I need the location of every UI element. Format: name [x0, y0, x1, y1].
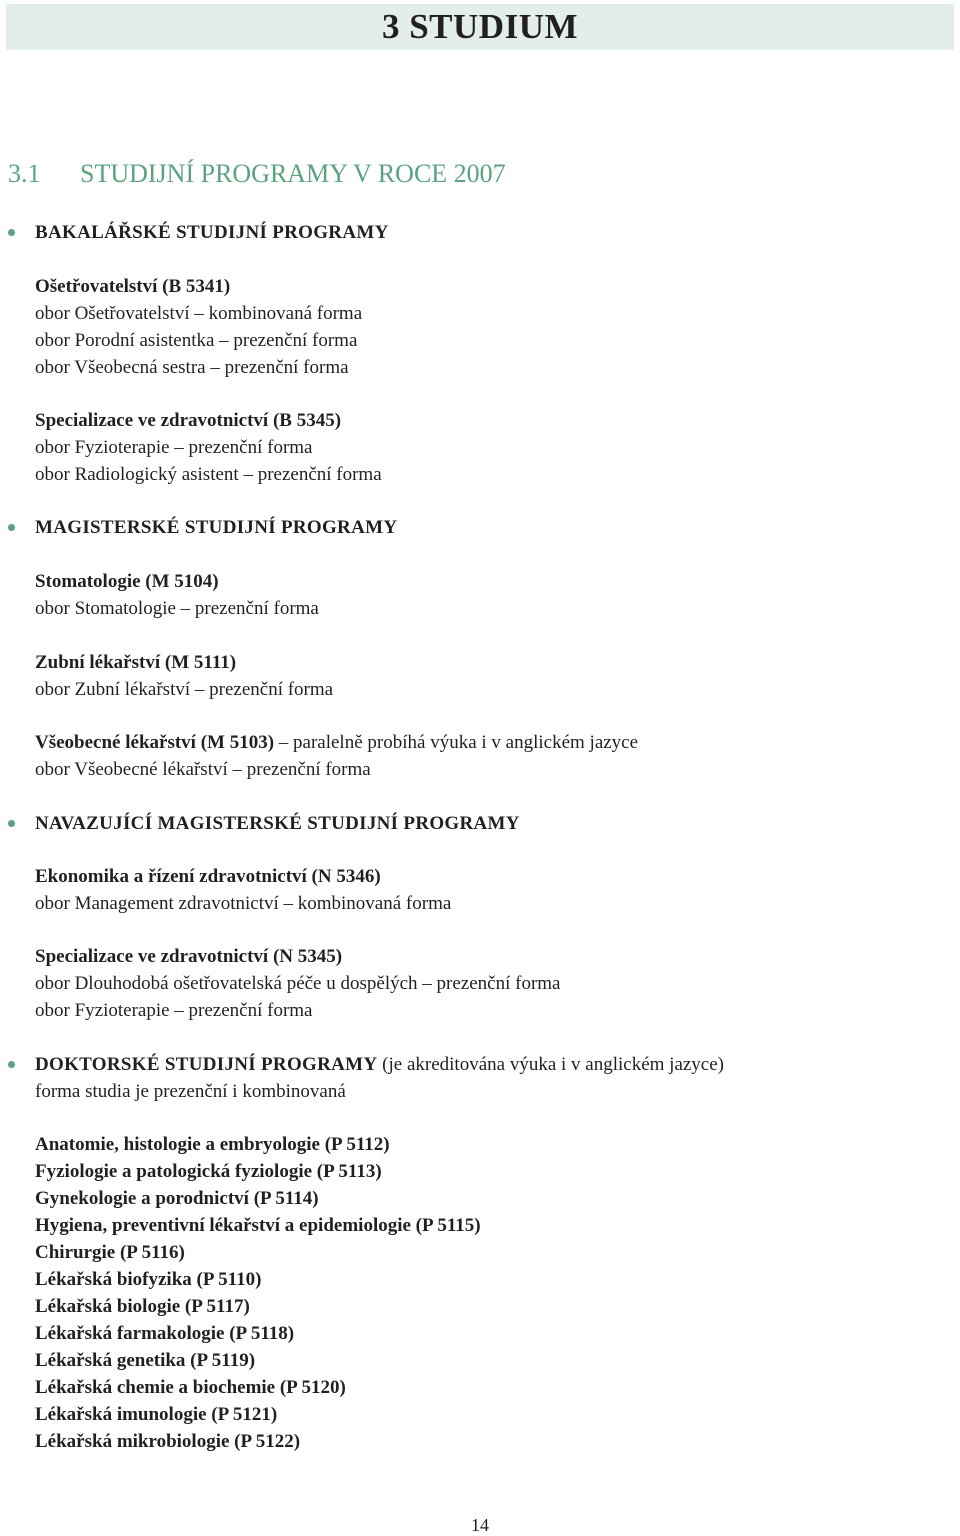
doctoral-heading: DOKTORSKÉ STUDIJNÍ PROGRAMY: [35, 1054, 378, 1075]
bullet-icon: [8, 820, 15, 827]
doctoral-program: Lékařská chemie a biochemie (P 5120): [35, 1377, 346, 1398]
bullet-icon: [8, 229, 15, 236]
program-note: – paralelně probíhá výuka i v anglickém jazyce: [274, 732, 639, 753]
doctoral-program: Hygiena, preventivní lékařství a epidemiologie (P 5115): [35, 1215, 481, 1236]
program-field: obor Zubní lékařství – prezenční forma: [35, 679, 334, 700]
program-name: Specializace ve zdravotnictví (N 5345): [35, 946, 343, 967]
bullet-icon: [8, 1061, 15, 1068]
doctoral-program: Lékařská biologie (P 5117): [35, 1296, 250, 1317]
program-name: Všeobecné lékařství (M 5103): [35, 732, 275, 753]
doctoral-program: Lékařská imunologie (P 5121): [35, 1404, 278, 1425]
section-number: 3.1: [8, 159, 41, 188]
program-name-with-note: [35, 731, 638, 755]
doctoral-note: (je akreditována výuka i v anglickém jazyce): [377, 1054, 724, 1075]
section-title: [8, 156, 506, 192]
doctoral-program: Lékařská mikrobiologie (P 5122): [35, 1431, 301, 1452]
doctoral-program: Lékařská biofyzika (P 5110): [35, 1269, 262, 1290]
program-field: obor Fyzioterapie – prezenční forma: [35, 437, 313, 458]
bachelor-heading: BAKALÁŘSKÉ STUDIJNÍ PROGRAMY: [35, 222, 389, 243]
master-heading: MAGISTERSKÉ STUDIJNÍ PROGRAMY: [35, 517, 398, 538]
doctoral-program: Anatomie, histologie a embryologie (P 5112): [35, 1134, 390, 1155]
program-name: Specializace ve zdravotnictví (B 5345): [35, 410, 342, 431]
program-field: obor Stomatologie – prezenční forma: [35, 598, 319, 619]
chapter-title: 3 STUDIUM: [381, 7, 579, 46]
section-title-text: STUDIJNÍ PROGRAMY V ROCE 2007: [80, 159, 506, 188]
program-field: obor Fyzioterapie – prezenční forma: [35, 1000, 313, 1021]
follow-up-heading: NAVAZUJÍCÍ MAGISTERSKÉ STUDIJNÍ PROGRAMY: [35, 813, 520, 834]
page-number: 14: [471, 1515, 489, 1535]
doctoral-form: forma studia je prezenční i kombinovaná: [35, 1081, 346, 1102]
program-name: Stomatologie (M 5104): [35, 571, 219, 592]
doctoral-program: Chirurgie (P 5116): [35, 1242, 185, 1263]
program-field: obor Všeobecná sestra – prezenční forma: [35, 357, 349, 378]
program-field: obor Porodní asistentka – prezenční forma: [35, 330, 358, 351]
program-field: obor Radiologický asistent – prezenční forma: [35, 464, 382, 485]
program-field: obor Management zdravotnictví – kombinovaná forma: [35, 893, 452, 914]
program-name: Ošetřovatelství (B 5341): [35, 276, 231, 297]
doctoral-program: Lékařská genetika (P 5119): [35, 1350, 256, 1371]
doctoral-program: Fyziologie a patologická fyziologie (P 5113): [35, 1161, 382, 1182]
program-name: Ekonomika a řízení zdravotnictví (N 5346): [35, 866, 381, 887]
doctoral-program: Lékařská farmakologie (P 5118): [35, 1323, 295, 1344]
doctoral-program: Gynekologie a porodnictví (P 5114): [35, 1188, 319, 1209]
program-name: Zubní lékařství (M 5111): [35, 652, 237, 673]
doctoral-heading-line: [35, 1053, 724, 1077]
program-field: obor Ošetřovatelství – kombinovaná forma: [35, 303, 363, 324]
program-field: obor Dlouhodobá ošetřovatelská péče u dospělých – prezenční forma: [35, 973, 561, 994]
program-field: obor Všeobecné lékařství – prezenční forma: [35, 759, 371, 780]
bullet-icon: [8, 524, 15, 531]
